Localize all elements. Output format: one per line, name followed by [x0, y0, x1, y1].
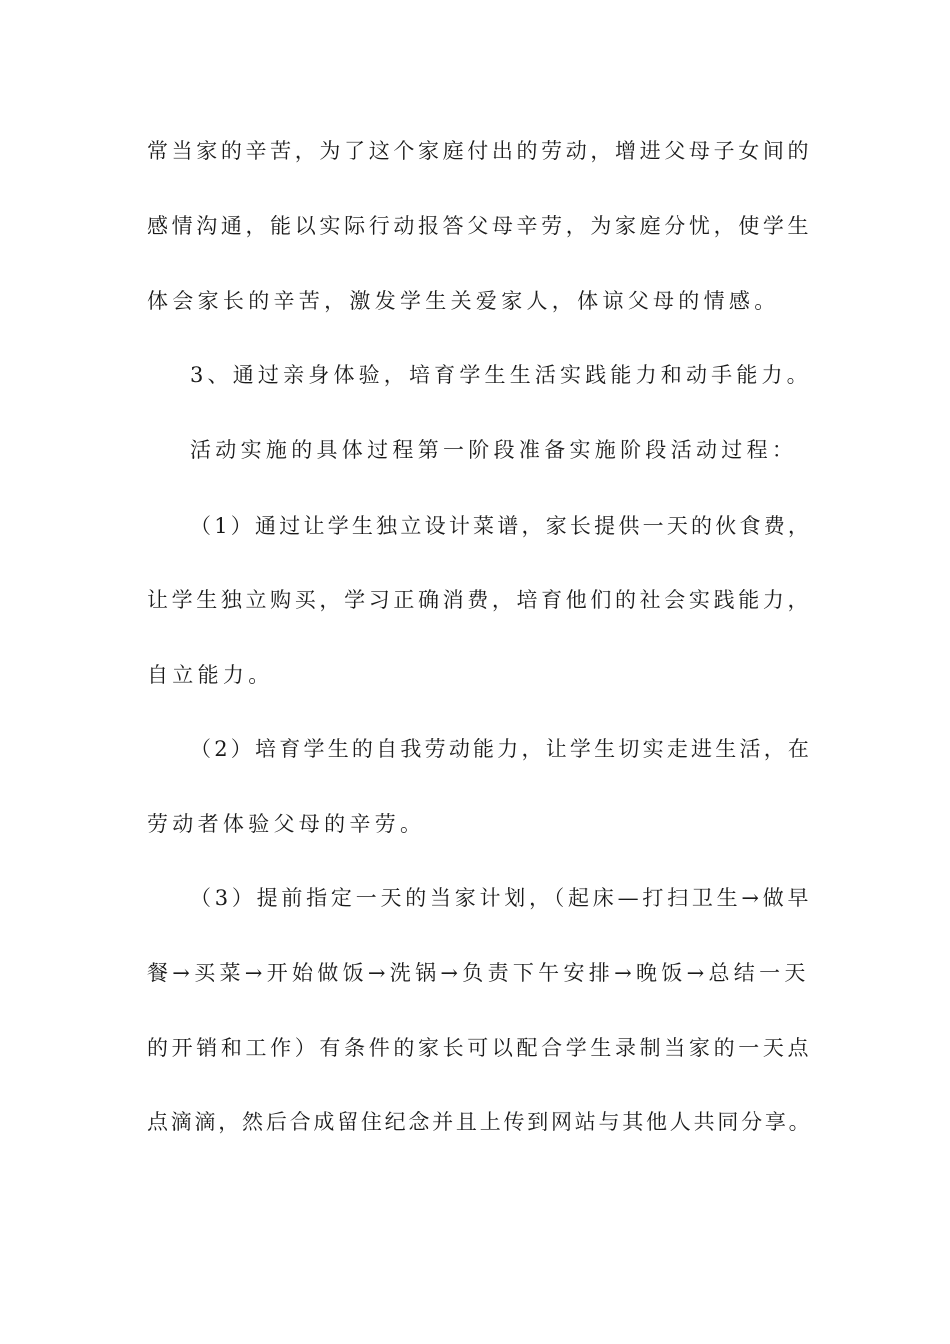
text-line: 体会家长的辛苦，激发学生关爱家人，体谅父母的情感。 [147, 289, 780, 313]
text-line: 活动实施的具体过程第一阶段准备实施阶段活动过程： [190, 438, 798, 462]
text-line: 点滴滴，然后合成留住纪念并且上传到网站与其他人共同分享。 [147, 1110, 813, 1134]
text-line: 自立能力。 [147, 663, 274, 687]
text-line: （1）通过让学生独立设计菜谱，家长提供一天的伙食费， [190, 514, 813, 538]
text-line: 常当家的辛苦，为了这个家庭付出的劳动，增进父母子女间的 [147, 139, 813, 163]
text-line: 餐→买菜→开始做饭→洗锅→负责下午安排→晚饭→总结一天 [147, 961, 810, 985]
text-line: 劳动者体验父母的辛劳。 [147, 812, 426, 836]
text-line: 感情沟通，能以实际行动报答父母辛劳，为家庭分忧，使学生 [147, 214, 813, 238]
text-line: （3）提前指定一天的当家计划，（起床—打扫卫生→做早 [190, 886, 813, 910]
text-line: （2）培育学生的自我劳动能力，让学生切实走进生活，在 [190, 737, 813, 761]
text-line: 的开销和工作）有条件的家长可以配合学生录制当家的一天点 [147, 1036, 813, 1060]
text-line: 让学生独立购买，学习正确消费，培育他们的社会实践能力， [147, 588, 813, 612]
text-line: 3、通过亲身体验，培育学生生活实践能力和动手能力。 [190, 363, 812, 387]
